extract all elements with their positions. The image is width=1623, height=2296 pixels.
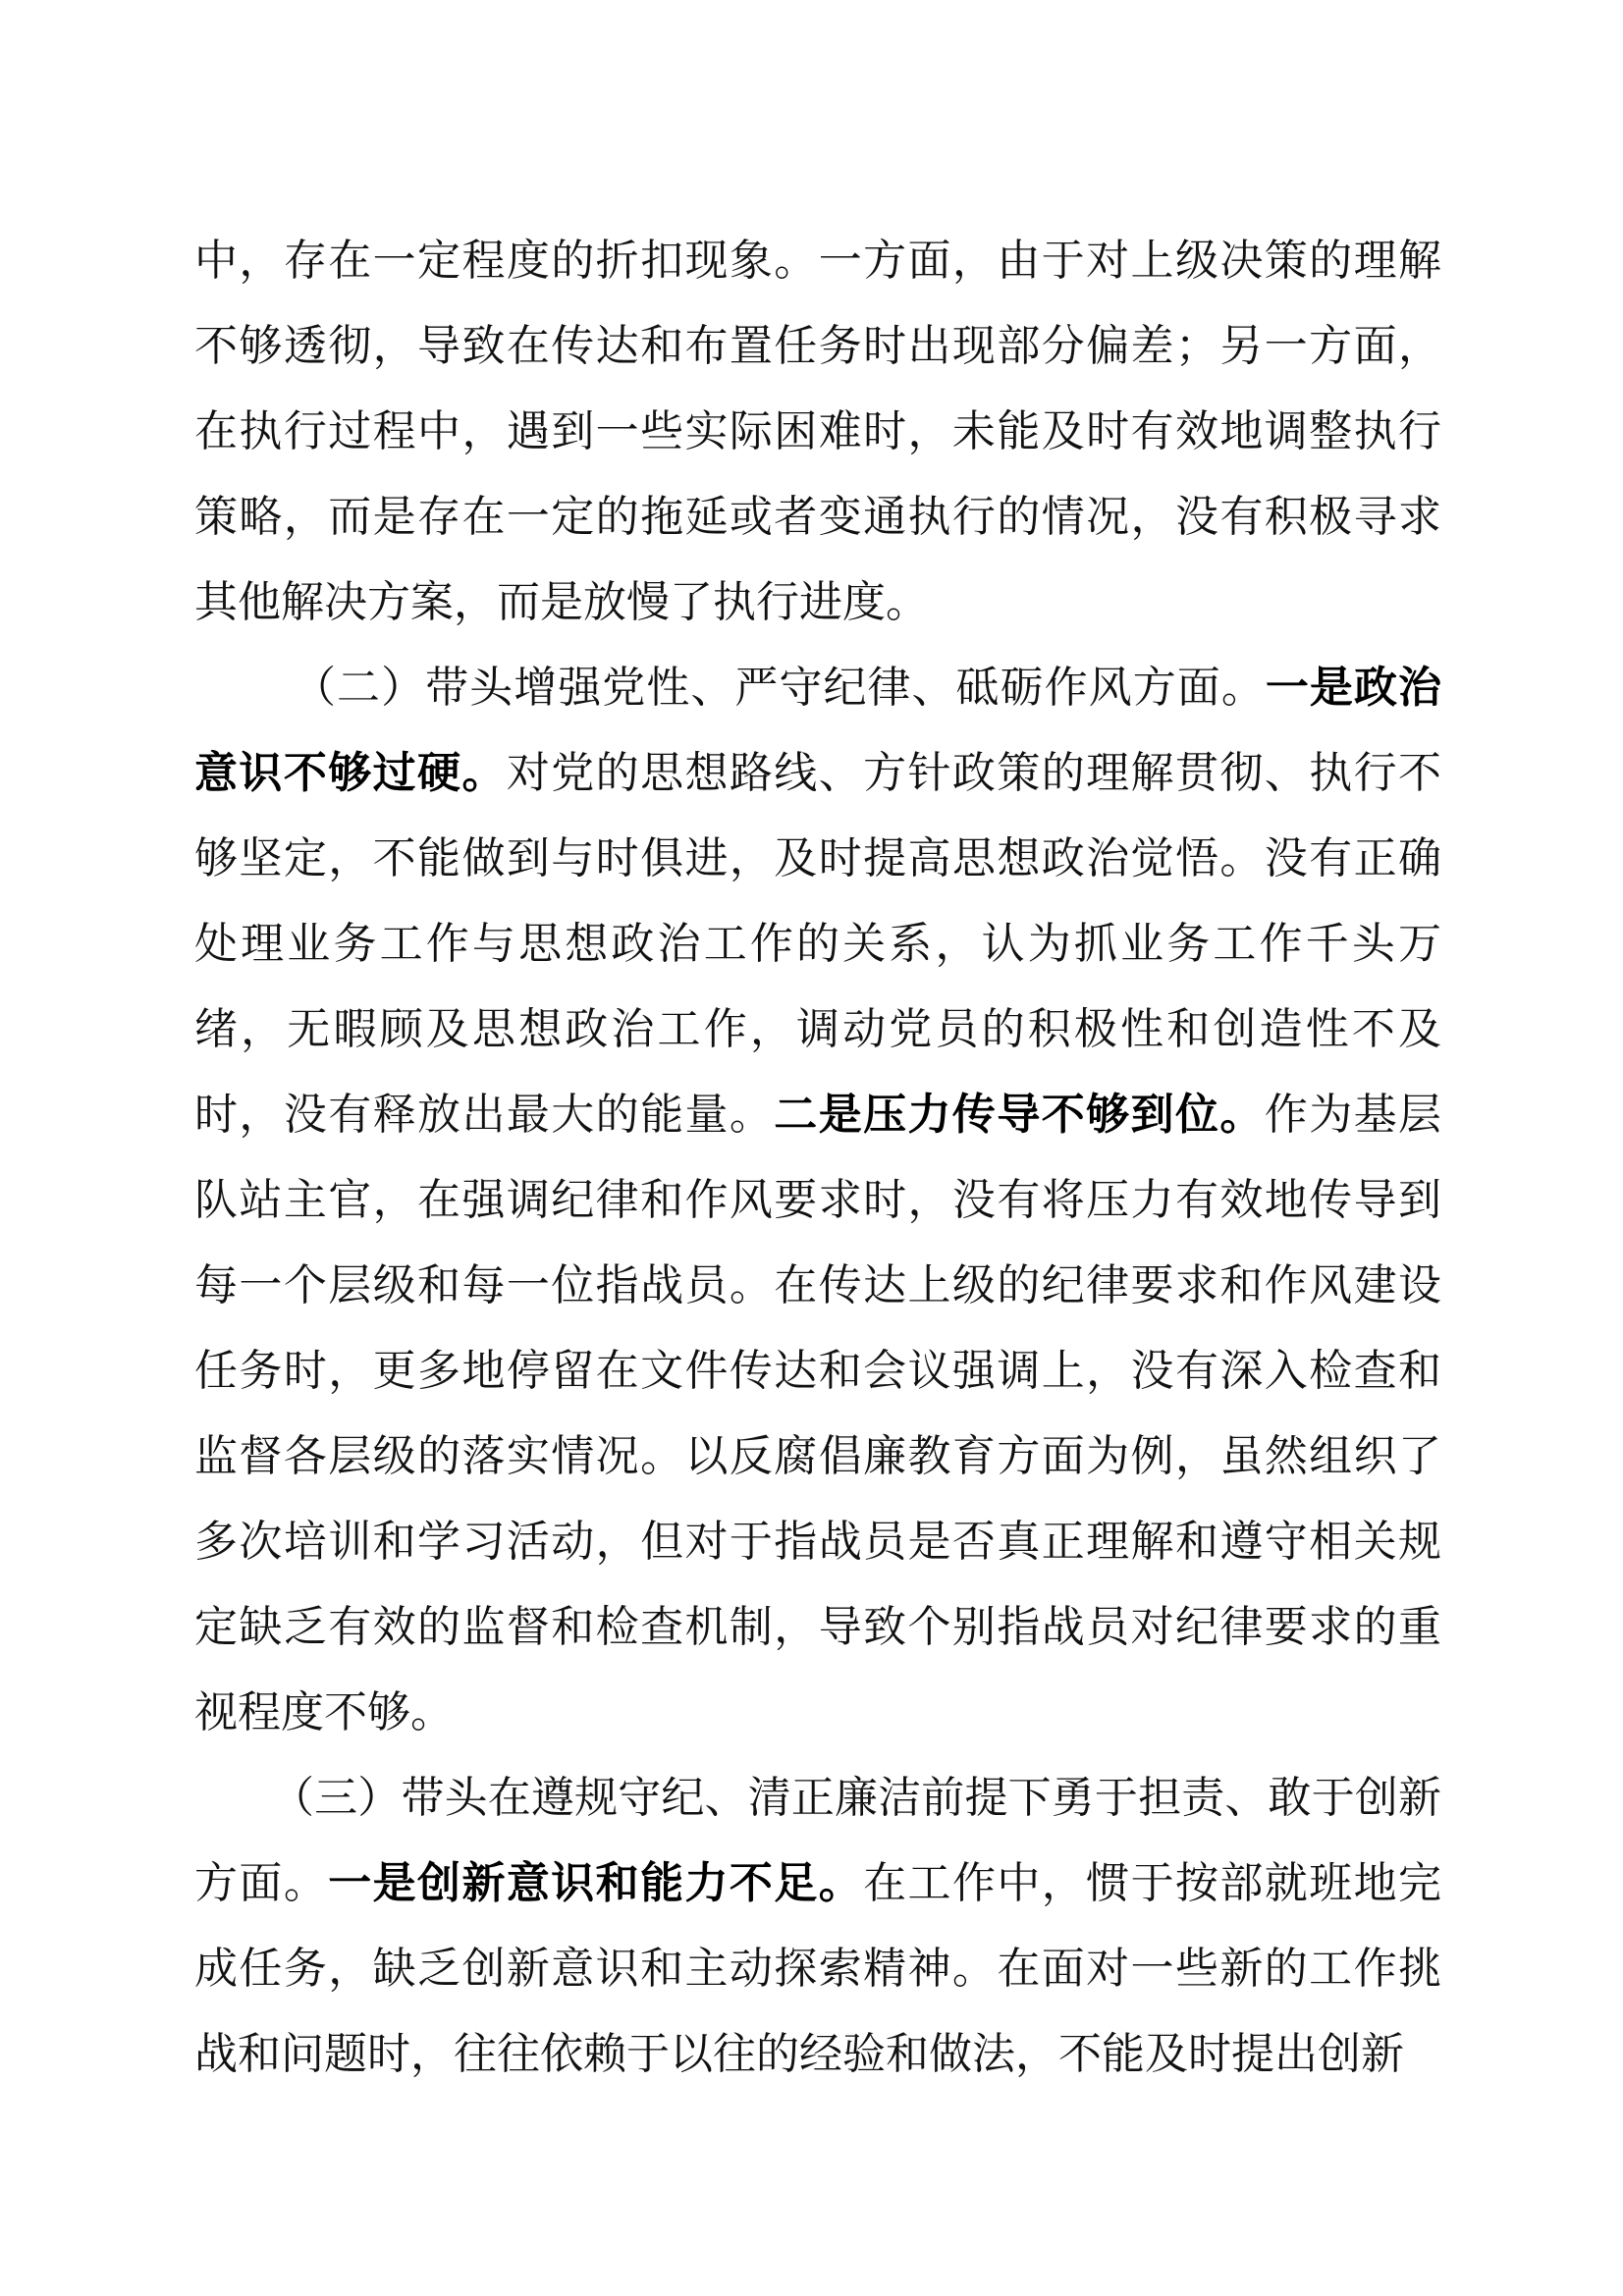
section-heading: （二）带头增强党性、严守纪律、砥砺作风方面。 [293, 663, 1266, 713]
paragraph-continuation [194, 218, 1441, 645]
paragraph-section-two [194, 645, 1441, 1755]
section-heading: （三）带头在遵规守纪、清正廉洁前提下勇于担责、敢于创新方面。 [194, 1773, 1441, 1908]
point-text: 作为基层队站主官，在强调纪律和作风要求时，没有将压力有效地传导到每一个层级和每一位指战员。在传达上级的纪律要求和作风建设任务时，更多地停留在文件传达和会议强调上，没有深入检查和监督各层级的落实情况。以反腐倡廉教育方面为例，虽然组织了多次培训和学习活动，但对于指战员是否真正理解和遵守相关规定缺乏有效的监督和检查机制，导致个别指战员对纪律要求的重视程度不够。 [194, 1090, 1442, 1737]
point-title: 一是政治意识不够过硬。 [194, 663, 1442, 798]
document-body [194, 218, 1441, 2097]
paragraph-text: 中，存在一定程度的折扣现象。一方面，由于对上级决策的理解不够透彻，导致在传达和布置任务时出现部分偏差；另一方面，在执行过程中，遇到一些实际困难时，未能及时有效地调整执行策略，而是存在一定的拖延或者变通执行的情况，没有积极寻求其他解决方案，而是放慢了执行进度。 [194, 236, 1441, 627]
paragraph-section-three [194, 1755, 1441, 2097]
point-text: 对党的思想路线、方针政策的理解贯彻、执行不够坚定，不能做到与时俱进，及时提高思想政治觉悟。没有正确处理业务工作与思想政治工作的关系，认为抓业务工作千头万绪，无暇顾及思想政治工作，调动党员的积极性和创造性不及时，没有释放出最大的能量。 [194, 748, 1442, 1140]
point-title: 一是创新意识和能力不足。 [328, 1858, 864, 1908]
point-title: 二是压力传导不够到位。 [774, 1090, 1265, 1140]
point-text: 在工作中，惯于按部就班地完成任务，缺乏创新意识和主动探索精神。在面对一些新的工作挑战和问题时，往往依赖于以往的经验和做法，不能及时提出创新 [194, 1858, 1442, 2079]
